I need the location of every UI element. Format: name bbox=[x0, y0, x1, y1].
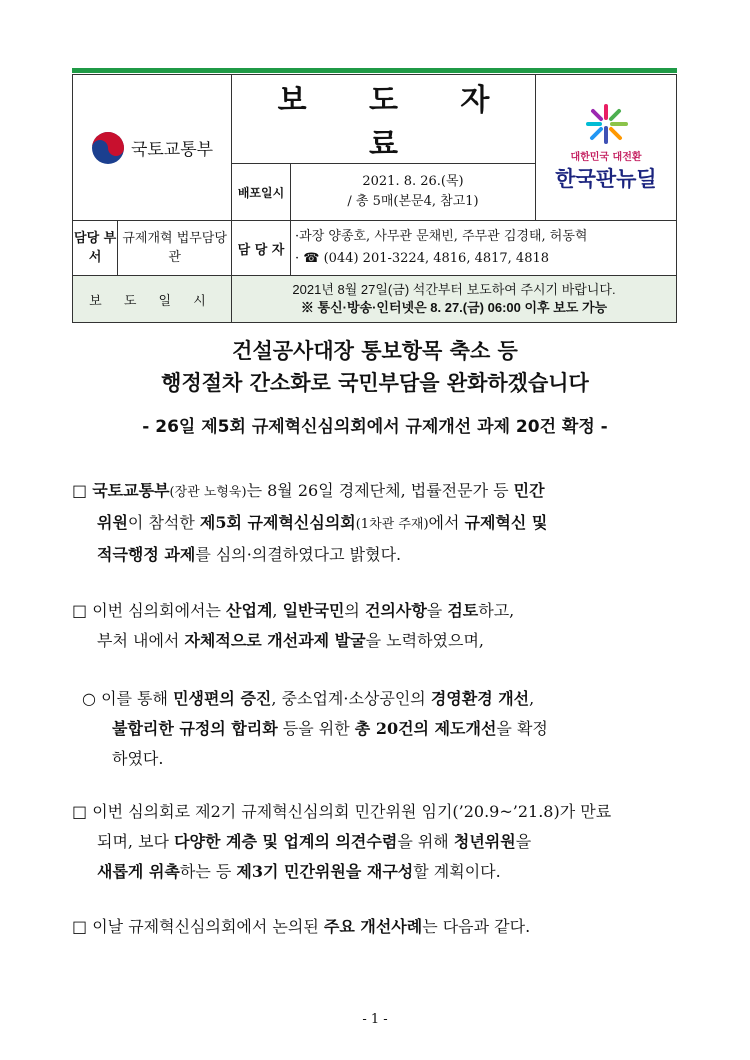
headline-line-2: 행정절차 간소화로 국민부담을 완화하겠습니다 bbox=[161, 371, 589, 395]
document-title: 보 도 자 료 bbox=[232, 75, 536, 164]
paragraph-3-line-2: 불합리한 규정의 합리화 등을 위한 총 20건의 제도개선을 확정 bbox=[112, 719, 548, 738]
distribution-info bbox=[291, 164, 536, 221]
manager-names: ·과장 양종호, 사무관 문채빈, 주무관 김경태, 허동혁 bbox=[295, 229, 588, 244]
taegeuk-emblem-icon bbox=[91, 131, 125, 165]
manager-label: 담 당 자 bbox=[232, 221, 291, 276]
paragraph-2 bbox=[72, 596, 678, 656]
press-release-header-table bbox=[72, 74, 677, 323]
brand-tagline: 대한민국 대전환 bbox=[570, 152, 642, 163]
paragraph-4-line-1: □ 이번 심의회로 제2기 규제혁신심의회 민간위원 임기(’20.9~’21.8)가 만료 bbox=[72, 802, 612, 821]
header-top-green-line bbox=[72, 68, 677, 73]
circle-bullet-icon: ○ bbox=[82, 689, 96, 708]
paragraph-5-line-1: □ 이날 규제혁신심의회에서 논의된 주요 개선사례는 다음과 같다. bbox=[72, 917, 531, 936]
paragraph-4 bbox=[72, 797, 678, 887]
checkbox-bullet-icon: □ bbox=[72, 481, 88, 500]
page-number: - 1 - bbox=[362, 1012, 388, 1027]
brand-name: 한국판뉴딜 bbox=[555, 167, 657, 191]
distribution-pages: / 총 5매(본문4, 참고1) bbox=[347, 194, 479, 209]
paragraph-5 bbox=[72, 912, 678, 942]
manager-phone: · ☎ (044) 201-3224, 4816, 4817, 4818 bbox=[295, 251, 550, 266]
department-value: 규제개혁 법무담당관 bbox=[118, 221, 232, 276]
ministry-logo-cell bbox=[73, 75, 232, 221]
paragraph-1-line-3: 적극행정 과제를 심의·의결하였다고 밝혔다. bbox=[97, 545, 402, 564]
headline-subtitle: - 26일 제5회 규제혁신심의회에서 규제개선 과제 20건 확정 - bbox=[142, 417, 608, 437]
paragraph-2-line-2: 부처 내에서 자체적으로 개선과제 발굴을 노력하였으며, bbox=[97, 631, 484, 650]
paragraph-1 bbox=[72, 476, 678, 570]
checkbox-bullet-icon: □ bbox=[72, 601, 88, 620]
paragraph-3 bbox=[82, 684, 678, 774]
checkbox-bullet-icon: □ bbox=[72, 917, 88, 936]
paragraph-1-line-2: 위원이 참석한 제5회 규제혁신심의회(1차관 주재)에서 규제혁신 및 bbox=[97, 513, 548, 532]
manager-info bbox=[291, 221, 677, 276]
release-embargo-note: ※ 통신·방송·인터넷은 8. 27.(금) 06:00 이후 보도 가능 bbox=[300, 300, 608, 315]
paragraph-3-line-1: ○ 이를 통해 민생편의 증진, 중소업계·소상공인의 경영환경 개선, bbox=[82, 689, 535, 708]
paragraph-4-line-3: 새롭게 위촉하는 등 제3기 민간위원을 재구성할 계획이다. bbox=[97, 862, 501, 881]
release-info bbox=[232, 276, 677, 323]
release-date: 2021년 8월 27일(금) 석간부터 보도하여 주시기 바랍니다. bbox=[292, 282, 616, 297]
department-label: 담당 부서 bbox=[73, 221, 118, 276]
ministry-name: 국토교통부 bbox=[130, 140, 214, 159]
paragraph-4-line-2: 되며, 보다 다양한 계층 및 업계의 의견수렴을 위해 청년위원을 bbox=[97, 832, 532, 851]
distribution-label: 배포일시 bbox=[232, 164, 291, 221]
headline-line-1: 건설공사대장 통보항목 축소 등 bbox=[232, 339, 518, 363]
checkbox-bullet-icon: □ bbox=[72, 802, 88, 821]
new-deal-brand-cell bbox=[536, 75, 677, 221]
distribution-date: 2021. 8. 26.(목) bbox=[362, 174, 464, 189]
paragraph-3-line-3: 하였다. bbox=[112, 749, 164, 768]
paragraph-1-line-1: □ 국토교통부(장관 노형욱)는 8월 26일 경제단체, 법률전문가 등 민간 bbox=[72, 481, 545, 500]
paragraph-2-line-1: □ 이번 심의회에서는 산업계, 일반국민의 건의사항을 검토하고, bbox=[72, 601, 515, 620]
new-deal-burst-icon bbox=[578, 102, 634, 146]
release-label: 보 도 일 시 bbox=[73, 276, 232, 323]
